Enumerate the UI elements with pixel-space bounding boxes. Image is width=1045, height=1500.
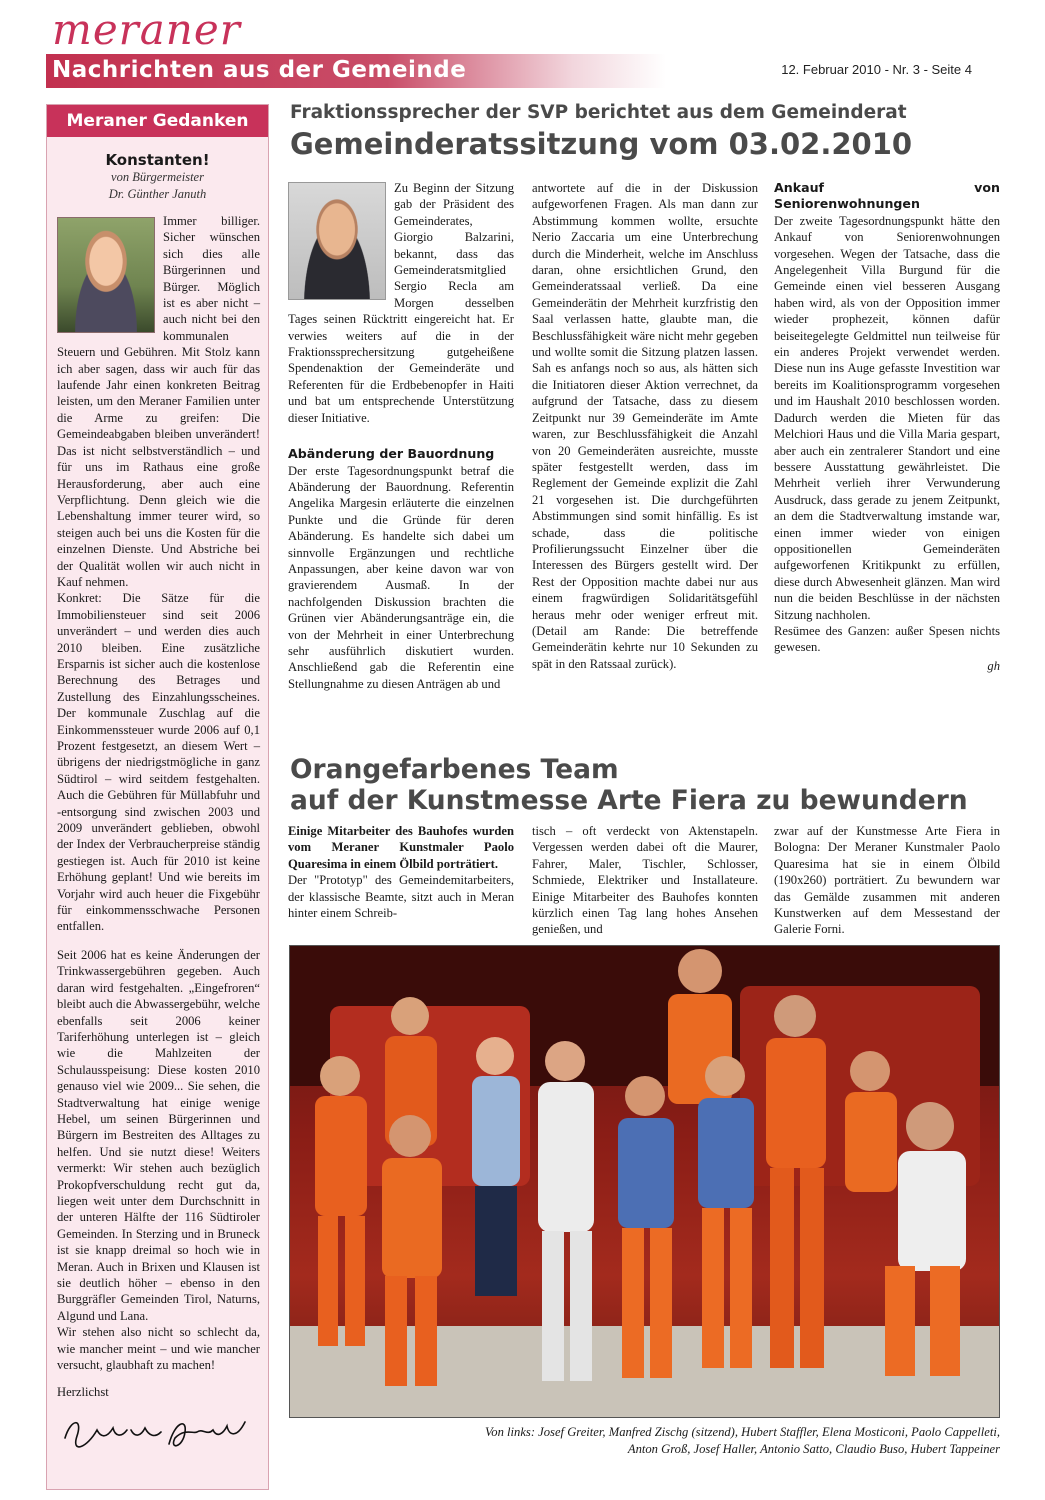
article-headline: Gemeinderatssitzung vom 03.02.2010 — [290, 127, 913, 161]
photo-caption — [289, 1424, 1000, 1458]
article2-paragraph: Der "Prototyp" des Gemeindemitarbeiters, der klassische Beamte, sitzt auch in Meran hinter einem Schreib- — [288, 873, 514, 921]
sidebar-paragraph: Wir stehen also nicht so schlecht da, wie mancher meint – und wie mancher versucht, glaubhaft zu machen! — [57, 1325, 260, 1373]
article2-column-1 — [288, 823, 514, 921]
team-photo-illustration — [290, 946, 1000, 1418]
photo-caption-line: Anton Groß, Josef Haller, Antonio Satto, Claudio Buso, Hubert Tappeiner — [627, 1442, 1000, 1456]
sidebar-paragraph: Immer billiger. Sicher wünschen sich dies alle Bürgerinnen und Bürger. Möglich ist es aber nicht – auch nicht bei den kommunalen Steuern und Gebühren. Mit Stolz kann ich aber sagen, dass wir auch für das laufende Jahr einen konkreten Beitrag leisten, um den Meraner Familien unter die Arme zu greifen: Die Gemeindeabgaben bleiben unverändert! Das ist nicht selbstverständlich – und für uns im Rathaus eine große Herausforderung, aber auch eine Verpflichtung. Denn gleich wie die Lebenshaltung immer teurer wird, so steigen auch bei uns die Kosten für die einzelnen Dienste. Und Abstriche bei der Qualität wollen wir auch nicht in Kauf nehmen. — [57, 214, 260, 589]
sidebar-title: Konstanten! — [105, 151, 210, 169]
article2-headline-line: Orangefarbenes Team — [290, 754, 619, 785]
section-title: Nachrichten aus der Gemeinde — [52, 57, 467, 83]
article-column-3 — [774, 180, 1000, 674]
article-paragraph: Der zweite Tagesordnungspunkt hätte den Ankauf von Seniorenwohnungen vorgesehen. Wegen der Tatsache, dass die Angelegenheit Villa Burgund für die Gemeinde einen viel besseren Ausgang haben wird, als von der Opposition immer wieder prophezeit, können dafür beiseitegelegte Geldmittel nun teilweise für ein anderes Projekt verwendet werden. Diese nun ins Auge gefasste Investition war bereits im Koalitionsprogramm vorgesehen und im Haushalt 2010 beschlossen worden. Dadurch werden die Mieten für das Melchiori Haus und die Villa Maria gespart, aber auch ein zentralerer Standort und eine bessere Ausstattung gewährleistet. Die Mehrheit verlieh ihrer Verwunderung Ausdruck, dass gerade zu jenem Zeitpunkt, an dem die Stadtverwaltung imstande war, einen immer wieder von einigen oppositionellen Gemeinderäten aufgeworfenen Kritikpunkt zu erfüllen, diese durch Abwesenheit glänzen. Man wird nun die beiden Beschlüsse in der nächsten Sitzung nachholen. — [774, 213, 1000, 622]
sidebar-byline-2: Dr. Günther Januth — [108, 187, 207, 201]
article-subhead: Ankauf von Seniorenwohnungen — [774, 180, 1000, 212]
sidebar-heading: Meraner Gedanken — [47, 105, 268, 137]
sidebar-paragraph: Konkret: Die Sätze für die Immobiliensteuer sind seit 2006 unverändert – und werden dies auch 2010 bleiben. Eine zusätzliche Ersparnis ist sicher auch die kostenlose Berechnung des Betrages und Zustellung des Einzahlungsscheines. Der kommunale Zuschlag auf die Einkommenssteuer wurde 2006 auf 0,1 Prozent festgesetzt, an diesem Wert – übrigens der niedrigstmögliche in ganz Südtirol – wird seitdem festgehalten. Auch die Gebühren für Müllabfuhr und -entsorgung sind zwischen 2003 und 2009 unverändert geblieben, obwohl der Index der Verbraucherpreise ständig gestiegen ist. Auch für 2010 ist keine Erhöhung geplant! Und wie bereits im Vorjahr wird auch heuer die Fixgebühr für einkommensschwache Personen entfallen. — [57, 591, 260, 934]
article-kicker: Fraktionssprecher der SVP berichtet aus dem Gemeinderat — [290, 102, 907, 123]
article2-headline — [290, 754, 968, 816]
sidebar-paragraph: Seit 2006 hat es keine Änderungen der Trinkwassergebühren gegeben. Auch daran wird festgehalten. „Eingefroren“ bleibt auch die Abwassergebühr, welche ebenfalls seit 2006 keiner Tariferhöhung unterlegen ist – gleich wie die Mahlzeiten der Schulausspeisung: Diese kosten 2010 genauso viel wie 2009... Sie sehen, die Stadtverwaltung hat einige wenige Hebel, um seinen Bürgerinnen und Bürgern im Bestreiten des Alltages zu helfen. Und sie nutzt diese! Weiters vermerkt: Wir stehen auch bezüglich Prokopfverschuldung recht gut da, liegen weit unter dem Durchschnitt in der unteren Hälfte der 116 Südtiroler Gemeinden. In Sterzing und in Bruneck ist sie knapp dreimal so hoch wie in Meran. Auch in Brixen und Klausen ist sie deutlich höher – ebenso in den Burggräfler Gemeinden Tirol, Naturns, Algund und Lana. — [57, 947, 260, 1323]
article-column-2 — [532, 180, 758, 672]
spokesperson-photo — [288, 182, 386, 300]
article2-paragraph: zwar auf der Kunstmesse Arte Fiera in Bologna: Der Meraner Kunstmaler Paolo Quaresima hat sie in einem Ölbild (190x260) porträtiert. Zu bewundern war das Gemälde zusammen mit anderen Kunstwerken auf dem Messestand der Galerie Forni. — [774, 824, 1000, 937]
issue-line: 12. Februar 2010 - Nr. 3 - Seite 4 — [781, 62, 972, 77]
article2-lead: Einige Mitarbeiter des Bauhofes wurden vom Meraner Kunstmaler Paolo Quaresima in einem Ölbild porträtiert. — [288, 824, 514, 871]
article-paragraph: Resümee des Ganzen: außer Spesen nichts gewesen. — [774, 623, 1000, 655]
article2-paragraph: tisch – oft verdeckt von Aktenstapeln. Vergessen werden dabei oft die Maurer, Fahrer, Maler, Tischler, Schlosser, Schmiede, Elektriker und Installateure. Einige Mitarbeiter des Bauhofes konnten kürzlich einen Tag lang hohes Ansehen genießen, und — [532, 824, 758, 937]
sidebar-closing: Herzlichst — [57, 1385, 109, 1400]
handwritten-signature — [57, 1408, 257, 1456]
article-paragraph: antwortete auf die in der Diskussion aufgeworfenen Fragen. Als man dann zur Abstimmung kommen wollte, ersuchte Nerio Zaccaria um eine Unterbrechung durch die Minderheit, welche im Anschluss daran, ohne ersichtlichen Grund, den Gemeinderatssaal verließ. Da eine Gemeinderätin der Mehrheit kurzfristig den Saal verlassen hatte, glaubte man, die Beschlussfähigkeit wäre nicht mehr gegeben und wollte somit die Sitzung platzen lassen. Sah es anfangs noch so aus, als hätten sich die Initiatoren dieser Aktion verrechnet, da aufgrund der Tatsache, dass zu diesem Zeitpunkt nur 39 Gemeinderäte im Amte waren, zur Beschlussfähigkeit die Anzahl von 20 Gemeinderäten ausreichte, musste später festgestellt werden, dass im Reglement der Gemeinde explizit die Zahl 21 vorgesehen ist. Die durchgeführten Abstimmungen sind somit hinfällig. Es ist schade, dass die politische Profilierungssucht Einzelner über die Interessen des Bürgers gestellt wird. Der Rest der Opposition machte dabei nur aus einem fragwürdigen Solidaritätsgefühl heraus mehr oder weniger erfreut mit. (Detail am Rande: Die betreffende Gemeinderätin kehrte nur 10 Sekunden zu spät in den Ratssaal zurück). — [532, 181, 758, 671]
section-banner — [46, 54, 666, 88]
photo-caption-line: Von links: Josef Greiter, Manfred Zischg (sitzend), Hubert Staffler, Elena Mosticoni, Paolo Cappelleti, — [485, 1425, 1000, 1439]
article-author: gh — [987, 658, 1000, 673]
article-column-1 — [288, 180, 514, 692]
sidebar-column — [46, 104, 269, 1490]
article-intro: Zu Beginn der Sitzung gab der Präsident des Gemeinderates, Giorgio Balzarini, bekannt, dass das Gemeinderatsmitglied Sergio Recla am Morgen desselben Tages seinen Rücktritt eingereicht hat. Er verwies weiters auf die in der Fraktionssprechersitzung gutgeheißene Spendenaktion der Gemeinderäte und Referenten für die Erdbebenopfer in Haiti und bat um entsprechende Unterstützung dieser Initiative. — [288, 181, 514, 425]
sidebar-body — [47, 203, 268, 1373]
team-group-photo — [289, 945, 1000, 1418]
article-paragraph: Der erste Tagesordnungspunkt betraf die Abänderung der Bauordnung. Referentin Angelika Margesin erläuterte die einzelnen Punkte und die Gründe für deren Abänderung. Es handelte sich dabei um sinnvolle Ergänzungen und rechtliche Anpassungen, aber keine davon war von gravierendem Ausmaß. In der nachfolgenden Diskussion brachten die Grünen vier Abänderungsanträge ein, die von der Mehrheit in einer Unterbrechung sehr ausführlich diskutiert wurden. Anschließend gab die Referentin eine Stellungnahme zu diesen Anträgen ab und — [288, 463, 514, 691]
article-subhead: Abänderung der Bauordnung — [288, 446, 495, 462]
article2-column-3 — [774, 823, 1000, 938]
article2-column-2 — [532, 823, 758, 938]
sidebar-byline-1: von Bürgermeister — [111, 170, 204, 184]
mayor-portrait-photo — [57, 217, 155, 333]
masthead-logo: meraner — [52, 5, 241, 54]
article2-headline-line: auf der Kunstmesse Arte Fiera zu bewundern — [290, 785, 968, 816]
